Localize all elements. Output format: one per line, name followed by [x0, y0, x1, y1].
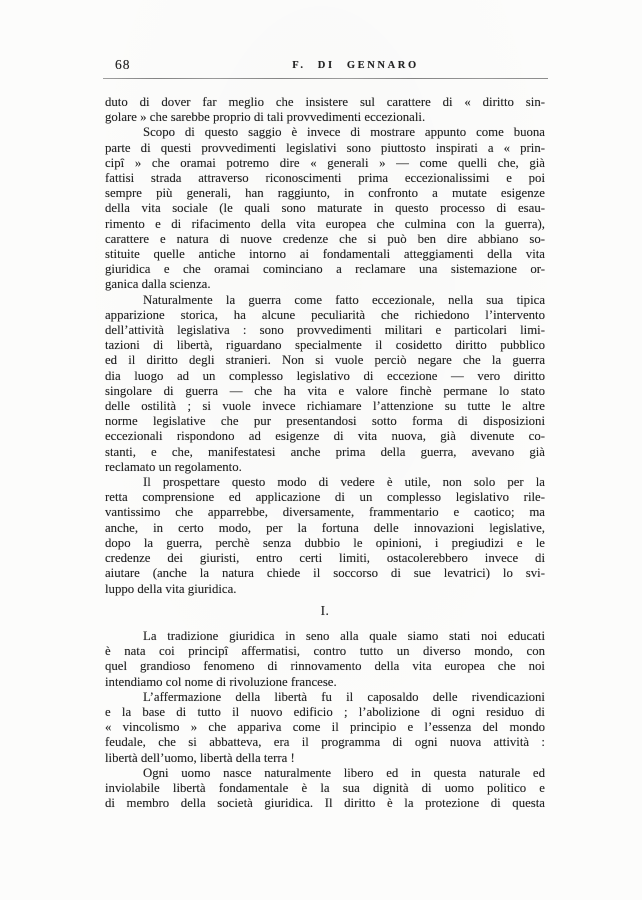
- text-line: retta comprensione ed applicazione di un complesso legislativo rile-: [105, 490, 545, 505]
- text-line: della vita sociale (le quali sono maturate in questo processo di esau-: [105, 201, 545, 216]
- text-line: giuridica e che oramai cominciano a reclamare una sistemazione or-: [105, 262, 545, 277]
- text-line: stanti, e che, manifestatesi anche prima della guerra, avevano già: [105, 444, 545, 459]
- text-line: è nata coi principî affermatisi, contro tutto un diverso mondo, con: [105, 644, 545, 659]
- text-line: reclamato un regolamento.: [105, 459, 242, 474]
- text-line: L’affermazione della libertà fu il caposaldo delle rivendicazioni: [143, 689, 545, 704]
- text-line: apparizione storica, ha alcune peculiarità che richiedono l’intervento: [105, 307, 545, 322]
- paragraph: [105, 766, 545, 812]
- text-line: sempre più generali, han raggiunto, in confronto a mutate esigenze: [105, 186, 545, 201]
- text-line: norme legislative che pur presentandosi sotto forma di disposizioni: [105, 414, 545, 429]
- text-line: quel grandioso fenomeno di rinnovamento della vita europea che noi: [105, 659, 545, 674]
- text-line: singolare di guerra — che ha vita e valore finchè permane lo stato: [105, 383, 545, 398]
- text-line: golare » che sarebbe proprio di tali provvedimenti eccezionali.: [105, 110, 426, 125]
- text-line: eccezionali rispondono ad esigenze di vita nuova, già divenute co-: [105, 429, 545, 444]
- text-line: Il prospettare questo modo di vedere è utile, non solo per la: [143, 475, 545, 490]
- text-line: delle ostilità ; si vuole invece richiamare l’attenzione su tutte le altre: [105, 399, 545, 414]
- page-number: 68: [115, 57, 131, 72]
- text-line: inviolabile libertà fondamentale è la sua dignità di uomo politico e: [105, 780, 545, 795]
- text-line: tazioni di libertà, riguardano specialmente il cosidetto diritto pubblico: [105, 338, 545, 353]
- paragraph: [105, 629, 545, 690]
- paragraph: [105, 95, 545, 125]
- paragraph: [105, 690, 545, 766]
- text-line: ed il diritto degli stranieri. Non si vuole perciò negare che la guerra: [105, 353, 545, 368]
- text-line: dopo la guerra, perchè senza dubbio le opinioni, i pregiudizi e le: [105, 535, 545, 550]
- running-title: F. DI GENNARO: [292, 60, 419, 71]
- text-line: vantissimo che apparrebbe, diversamente, frammentario e caotico; ma: [105, 505, 545, 520]
- text-line: La tradizione giuridica in seno alla quale siamo stati noi educati: [143, 628, 545, 643]
- paragraph: [105, 293, 545, 475]
- text-line: ganica dalla scienza.: [105, 277, 211, 292]
- text-line: stituite quelle antiche intorno ai fondamentali atteggiamenti della vita: [105, 247, 545, 262]
- text-line: credenze dei giuristi, entro certi limiti, ostacolerebbero invece di: [105, 551, 545, 566]
- text-line: parte di questi provvedimenti legislativi sono piuttosto inspirati a « prin-: [105, 140, 545, 155]
- text-line: duto di dover far meglio che insistere sul carattere di « diritto sin-: [105, 95, 545, 109]
- text-line: intendiamo col nome di rivoluzione francese.: [105, 674, 337, 689]
- paragraph: [105, 125, 545, 292]
- text-line: cipî » che oramai potremo dire « generali » — come quelli che, già: [105, 155, 545, 170]
- text-line: Ogni uomo nasce naturalmente libero ed in questa naturale ed: [143, 765, 545, 780]
- text-line: libertà dell’uomo, libertà della terra !: [105, 750, 295, 765]
- text-line: dell’attività legislativa : sono provvedimenti militari e particolari limi-: [105, 323, 545, 338]
- page-header: [103, 57, 548, 77]
- text-line: Naturalmente la guerra come fatto eccezionale, nella sua tipica: [143, 292, 545, 307]
- text-line: fattisi strada attraverso riconoscimenti prima eccezionalissimi e poi: [105, 171, 545, 186]
- text-line: e la base di tutto il nuovo edificio ; l’abolizione di ogni residuo di: [105, 704, 545, 719]
- paragraph: [105, 475, 545, 597]
- text-line: Scopo di questo saggio è invece di mostrare appunto come buona: [143, 125, 545, 140]
- text-line: « vincolismo » che appariva come il principio e l’essenza del mondo: [105, 720, 545, 735]
- text-line: di membro della società giuridica. Il diritto è la protezione di questa: [105, 796, 545, 811]
- text-line: carattere e natura di nuove credenze che si può ben dire abbiano so-: [105, 231, 545, 246]
- text-line: feudale, che si abbatteva, era il programma di ogni nuova attività :: [105, 735, 545, 750]
- section-heading: I.: [320, 602, 330, 618]
- text-line: dia luogo ad un complesso legislativo di eccezione — vero diritto: [105, 368, 545, 383]
- text-line: aiutare (anche la natura chiede il soccorso di sue levatrici) lo svi-: [105, 566, 545, 581]
- text-line: luppo della vita giuridica.: [105, 581, 237, 596]
- text-line: anche, in certo modo, per la fortuna delle innovazioni legislative,: [105, 520, 545, 535]
- header-rule: [103, 78, 548, 79]
- body-text: [105, 95, 545, 811]
- text-line: rimento e di rifacimento della vita europea che culmina con la guerra),: [105, 216, 545, 231]
